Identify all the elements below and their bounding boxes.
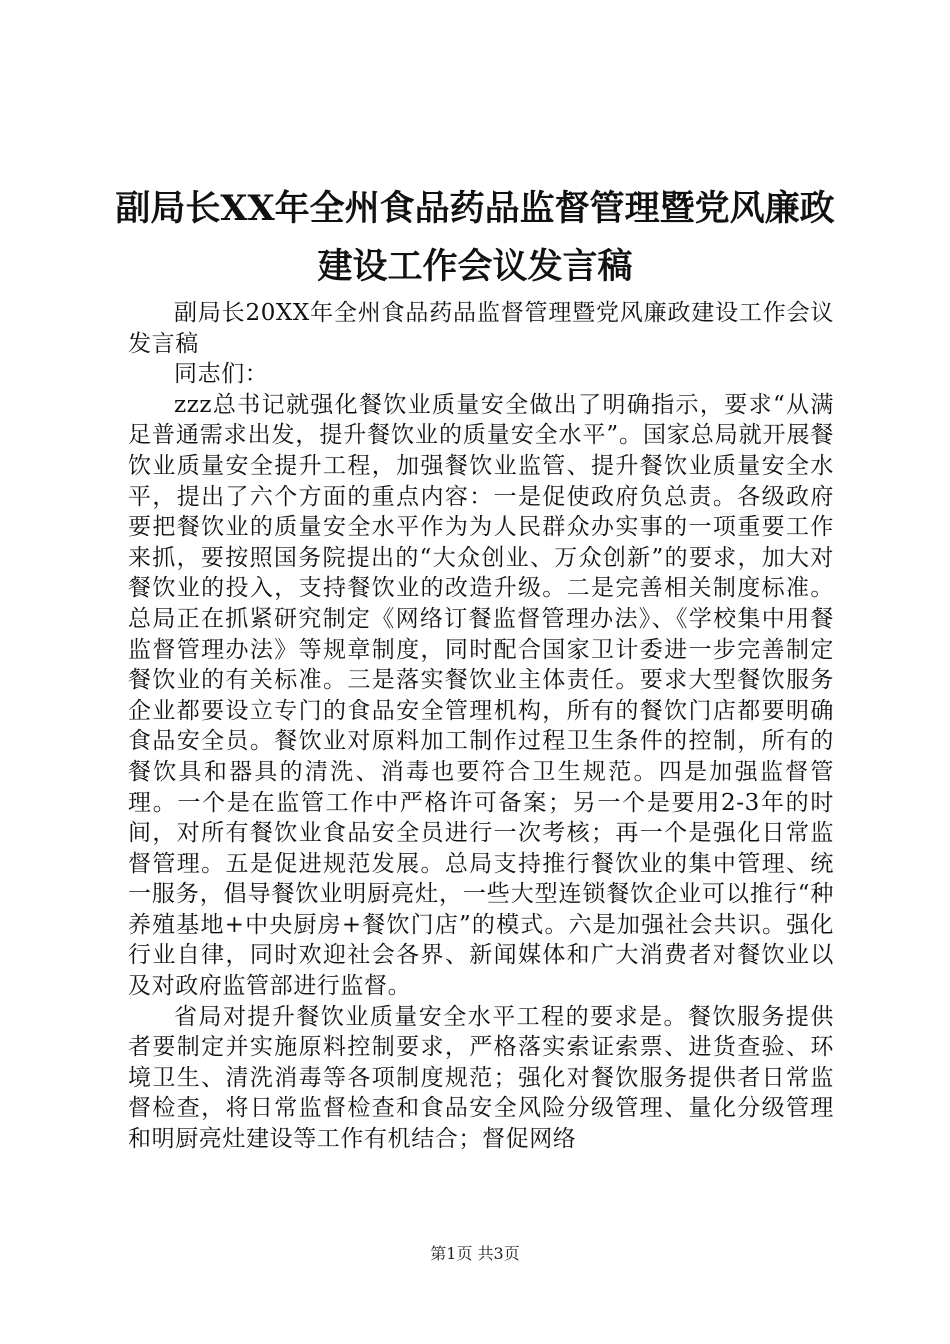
paragraph-body-1: zzz总书记就强化餐饮业质量安全做出了明确指示，要求“从满足普通需求出发，提升餐饮业的质量安全水平”。国家总局就开展餐饮业质量安全提升工程，加强餐饮业监管、提升餐饮业质量安全水平，提出了六个方面的重点内容：一是促使政府负总责。各级政府要把餐饮业的质量安全水平作为为人民群众办实事的一项重要工作来抓，要按照国务院提出的“大众创业、万众创新”的要求，加大对餐饮业的投入，支持餐饮业的改造升级。二是完善相关制度标准。总局正在抓紧研究制定《网络订餐监督管理办法》、《学校集中用餐监督管理办法》等规章制度，同时配合国家卫计委进一步完善制定餐饮业的有关标准。三是落实餐饮业主体责任。要求大型餐饮服务企业都要设立专门的食品安全管理机构，所有的餐饮门店都要明确食品安全员。餐饮业对原料加工制作过程卫生条件的控制，所有的餐饮具和器具的清洗、消毒也要符合卫生规范。四是加强监督管理。一个是在监管工作中严格许可备案；另一个是要用2-3年的时间，对所有餐饮业食品安全员进行一次考核；再一个是强化日常监督管理。五是促进规范发展。总局支持推行餐饮业的集中管理、统一服务，倡导餐饮业明厨亮灶，一些大型连锁餐饮企业可以推行“种养殖基地+中央厨房+餐饮门店”的模式。六是加强社会共识。强化行业自律，同时欢迎社会各界、新闻媒体和广大消费者对餐饮业以及对政府监管部进行监督。 bbox=[128, 391, 834, 1000]
document-title: 副局长XX年全州食品药品监督管理暨党风廉政建设工作会议发言稿 bbox=[115, 188, 835, 287]
paragraph-salutation: 同志们： bbox=[174, 361, 269, 388]
paragraph-body-2: 省局对提升餐饮业质量安全水平工程的要求是。餐饮服务提供者要制定并实施原料控制要求，严格落实索证索票、进货查验、环境卫生、清洗消毒等各项制度规范；强化对餐饮服务提供者日常监督检查，将日常监督检查和食品安全风险分级管理、量化分级管理和明厨亮灶建设等工作有机结合；督促网络 bbox=[128, 1003, 834, 1153]
paragraph-heading-restatement: 副局长20XX年全州食品药品监督管理暨党风廉政建设工作会议发言稿 bbox=[128, 300, 834, 357]
page-number: 第1页 共3页 bbox=[430, 1244, 520, 1263]
document-body bbox=[128, 298, 834, 1155]
